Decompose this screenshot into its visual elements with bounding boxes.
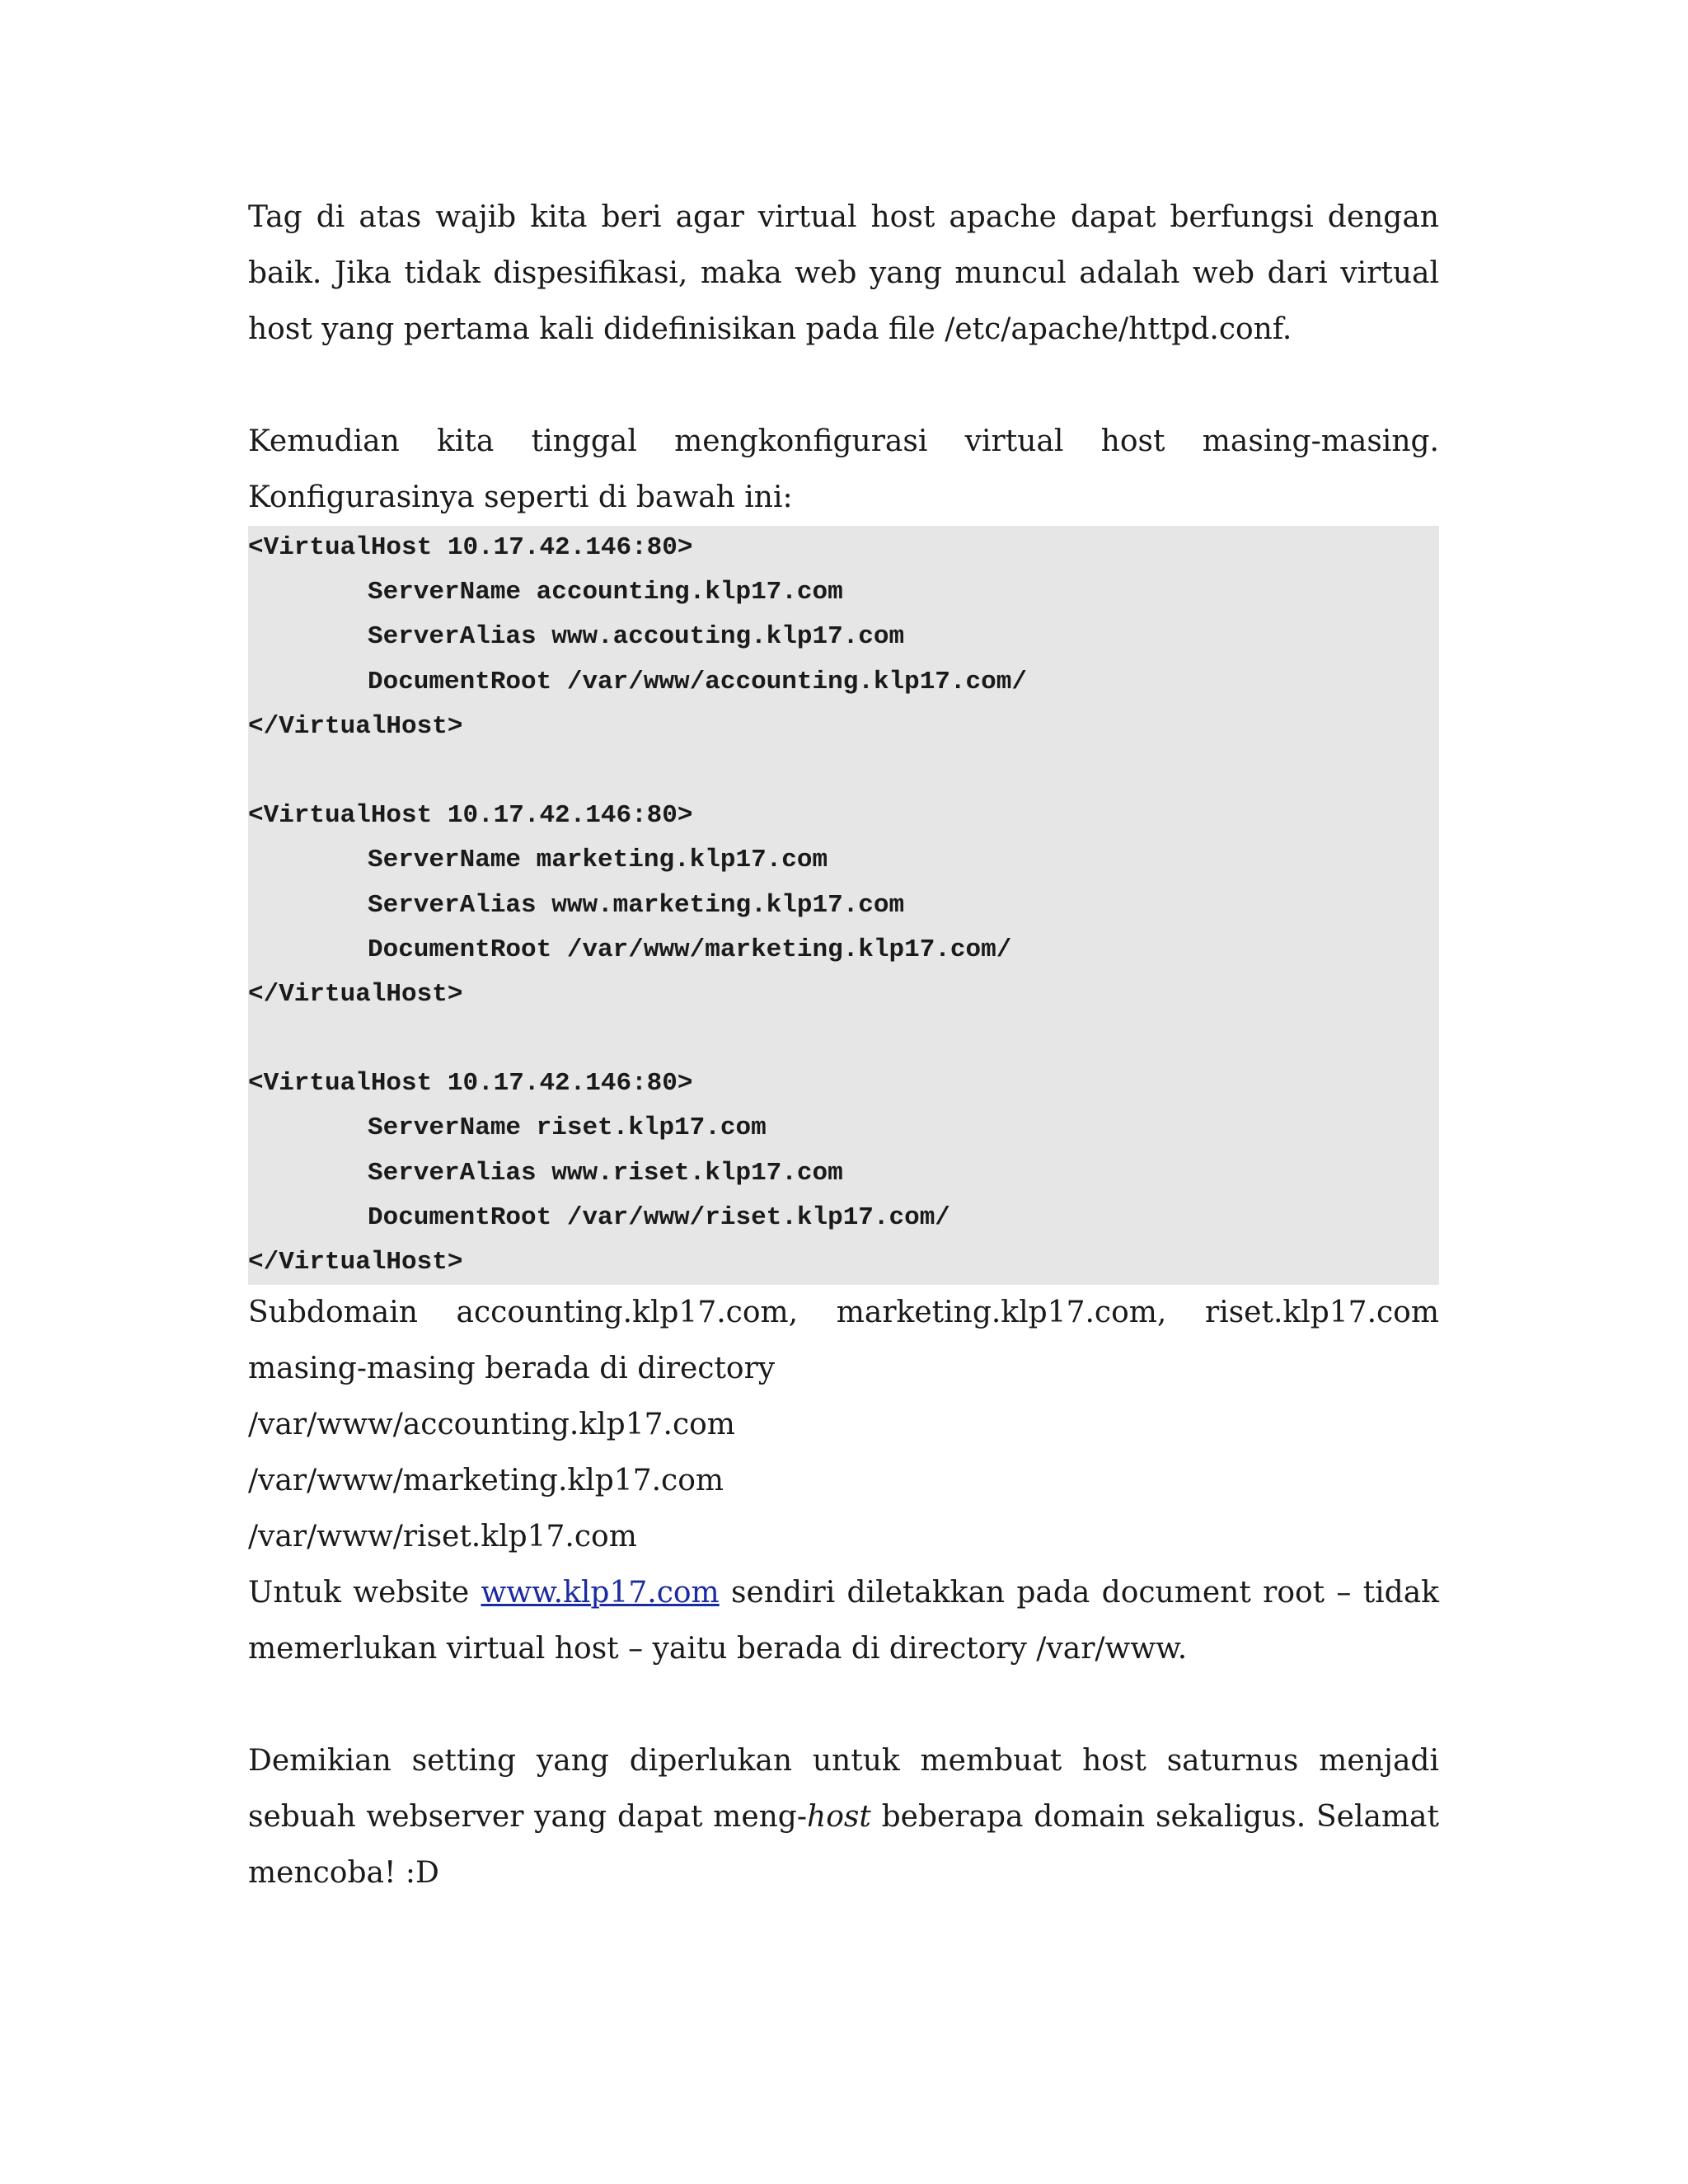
code-line-document-root: DocumentRoot /var/www/marketing.klp17.com/ bbox=[368, 935, 1012, 964]
code-line-server-alias: ServerAlias www.marketing.klp17.com bbox=[368, 890, 905, 920]
path-marketing: /var/www/marketing.klp17.com bbox=[248, 1464, 724, 1498]
website-text-after: sendiri diletakkan pada document root – tidak memerlukan virtual host – yaitu berada di directory /var/www. bbox=[248, 1576, 1439, 1666]
closing-text-after: beberapa domain sekaligus. Selamat mencoba! :D bbox=[248, 1800, 1439, 1891]
code-line-server-name: ServerName accounting.klp17.com bbox=[368, 578, 843, 607]
code-line-server-name: ServerName riset.klp17.com bbox=[368, 1113, 767, 1143]
document-page bbox=[248, 190, 1439, 1901]
code-line-blank bbox=[248, 1017, 1439, 1062]
code-line-vhost-close: </VirtualHost> bbox=[248, 979, 463, 1009]
website-text-before: Untuk website bbox=[248, 1576, 481, 1610]
code-line-document-root: DocumentRoot /var/www/riset.klp17.com/ bbox=[368, 1202, 950, 1232]
path-riset: /var/www/riset.klp17.com bbox=[248, 1520, 637, 1554]
code-line-document-root: DocumentRoot /var/www/accounting.klp17.com/ bbox=[368, 667, 1027, 696]
config-intro-paragraph: Kemudian kita tinggal mengkonfigurasi virtual host masing-masing. Konfigurasinya seperti di bawah ini: bbox=[248, 424, 1439, 514]
code-line-vhost-close: </VirtualHost> bbox=[248, 1248, 463, 1277]
code-line-server-alias: ServerAlias www.accouting.klp17.com bbox=[368, 622, 905, 652]
code-line-vhost-open: <VirtualHost 10.17.42.146:80> bbox=[248, 801, 693, 831]
code-line-blank bbox=[248, 749, 1439, 794]
code-line-vhost-close: </VirtualHost> bbox=[248, 711, 463, 741]
intro-paragraph: Tag di atas wajib kita beri agar virtual host apache dapat berfungsi dengan baik. Jika tidak dispesifikasi, maka web yang muncul adalah web dari virtual host yang pertama kali didefinisikan pada file /etc/apache/httpd.conf. bbox=[248, 200, 1439, 346]
closing-text-before: Demikian setting yang diperlukan untuk membuat host saturnus menjadi sebuah webserver yang dapat meng- bbox=[248, 1744, 1439, 1835]
code-block bbox=[248, 526, 1439, 1285]
code-line-vhost-open: <VirtualHost 10.17.42.146:80> bbox=[248, 533, 693, 562]
website-link[interactable]: www.klp17.com bbox=[481, 1576, 720, 1610]
website-paragraph bbox=[248, 1565, 1439, 1677]
code-line-vhost-open: <VirtualHost 10.17.42.146:80> bbox=[248, 1069, 693, 1099]
code-line-server-name: ServerName marketing.klp17.com bbox=[368, 846, 828, 875]
code-line-server-alias: ServerAlias www.riset.klp17.com bbox=[368, 1158, 843, 1188]
closing-paragraph bbox=[248, 1733, 1439, 1901]
closing-italic-host: host bbox=[807, 1800, 871, 1835]
subdomain-paragraph: Subdomain accounting.klp17.com, marketing.klp17.com, riset.klp17.com masing-masing berada di directory bbox=[248, 1296, 1439, 1386]
path-accounting: /var/www/accounting.klp17.com bbox=[248, 1408, 735, 1442]
